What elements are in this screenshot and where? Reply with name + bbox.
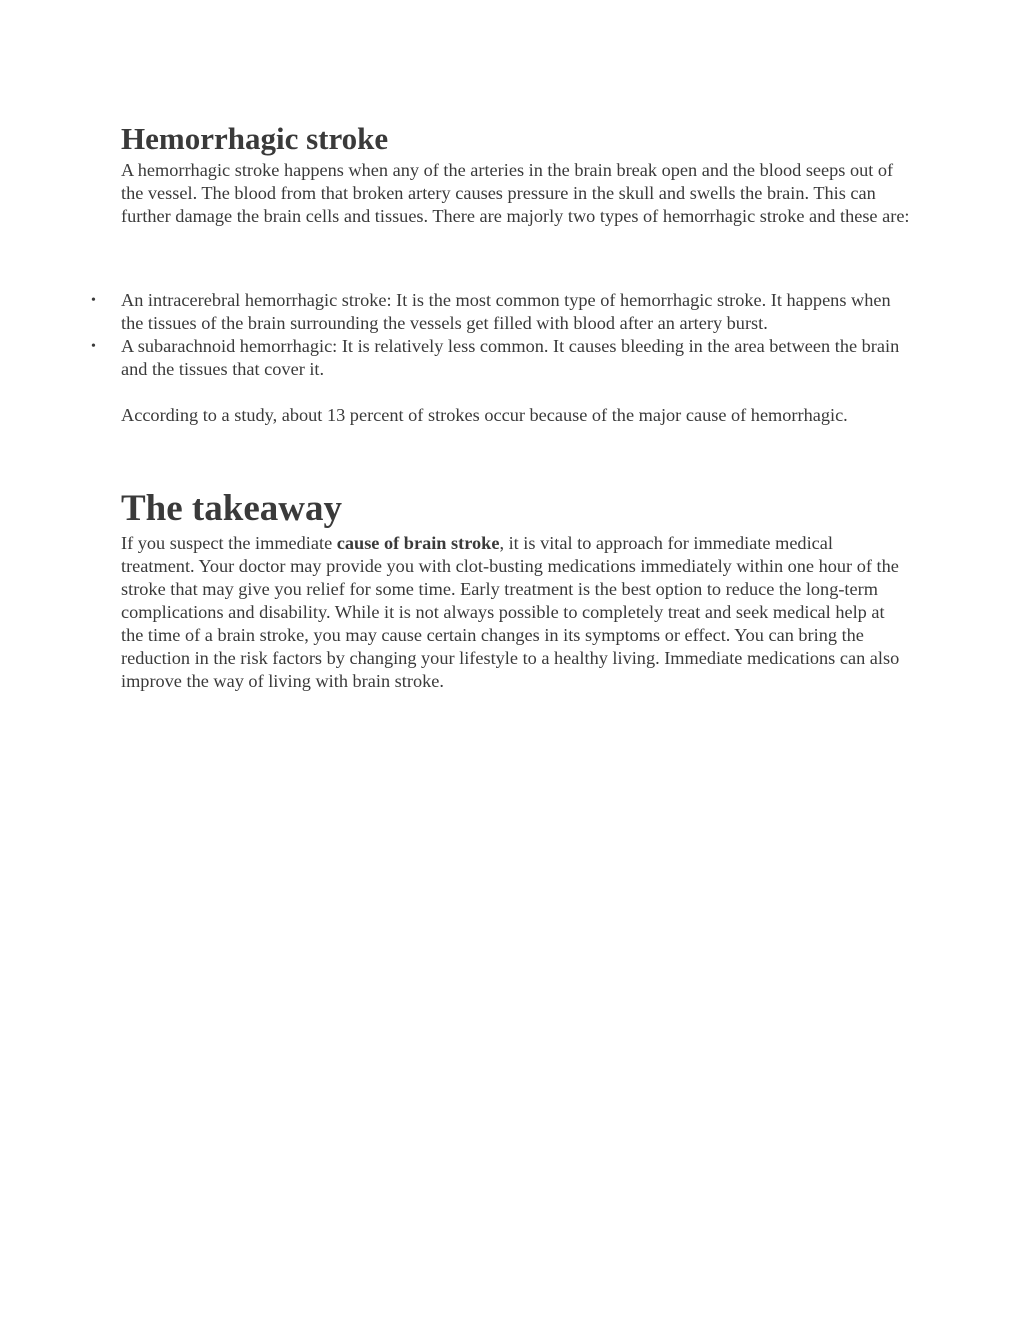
- hemorrhagic-types-list: [91, 289, 911, 381]
- list-item-text: A subarachnoid hemorrhagic: It is relatively less common. It causes bleeding in the area between the brain and the tissues that cover it.: [121, 336, 900, 379]
- takeaway-text-before: If you suspect the immediate: [121, 533, 337, 553]
- section-heading-hemorrhagic-stroke: Hemorrhagic stroke: [121, 121, 389, 156]
- paragraph-takeaway: [121, 532, 911, 693]
- takeaway-text-after: , it is vital to approach for immediate medical treatment. Your doctor may provide you with clot-busting medications immediately within one hour of the stroke that may give you relief for some time. Early treatment is the best option to reduce the long-term complications and disability. While it is not always possible to completely treat and seek medical help at the time of a brain stroke, you may cause certain changes in its symptoms or effect. You can bring the reduction in the risk factors by changing your lifestyle to a healthy living. Immediate medications can also improve the way of living with brain stroke.: [121, 533, 900, 691]
- takeaway-bold-phrase: cause of brain stroke: [336, 533, 500, 553]
- paragraph-hemorrhagic-intro: A hemorrhagic stroke happens when any of the arteries in the brain break open and the blood seeps out of the vessel. The blood from that broken artery causes pressure in the skull and swells the brain. This can further damage the brain cells and tissues. There are majorly two types of hemorrhagic stroke and these are:: [121, 160, 910, 226]
- bullet-icon: •: [91, 339, 96, 354]
- paragraph-hemorrhagic-note: According to a study, about 13 percent of strokes occur because of the major cause of hemorrhagic.: [121, 405, 848, 425]
- bullet-icon: •: [91, 293, 96, 308]
- list-item-text: An intracerebral hemorrhagic stroke: It is the most common type of hemorrhagic stroke. It happens when the tissues of the brain surrounding the vessels get filled with blood after an artery burst.: [121, 290, 891, 333]
- list-item: [91, 335, 911, 381]
- section-heading-takeaway: The takeaway: [121, 488, 342, 529]
- list-item: [91, 289, 911, 335]
